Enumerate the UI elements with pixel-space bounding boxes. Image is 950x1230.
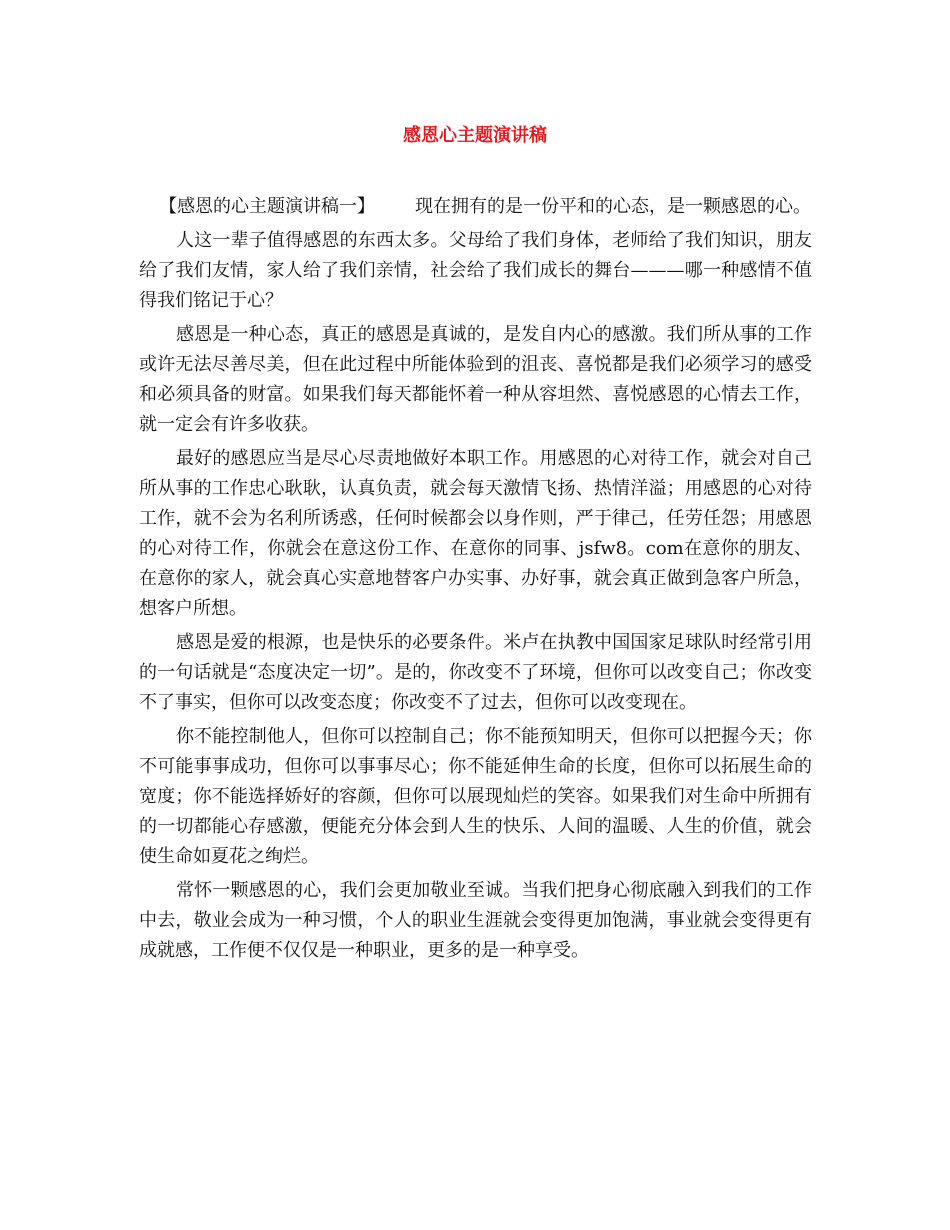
section-heading: 【感恩的心主题演讲稿一】 — [159, 196, 375, 217]
document-body — [139, 192, 812, 970]
paragraph-5: 感恩是爱的根源，也是快乐的必要条件。米卢在执教中国国家足球队时经常引用的一句话就是“态度决定一切”。是的，你改变不了环境，但你可以改变自己；你改变不了事实，但你可以改变态度；你改变不了过去，但你可以改变现在。 — [139, 632, 812, 713]
paragraph-1 — [139, 192, 812, 222]
paragraph-4: 最好的感恩应当是尽心尽责地做好本职工作。用感恩的心对待工作，就会对自己所从事的工作忠心耿耿，认真负责，就会每天激情飞扬、热情洋溢；用感恩的心对待工作，就不会为名利所诱惑，任何时候都会以身作则，严于律己，任劳任怨；用感恩的心对待工作，你就会在意这份工作、在意你的同事、jsfw8。com在意你的朋友、在意你的家人，就会真心实意地替客户办实事、办好事，就会真正做到急客户所急，想客户所想。 — [139, 448, 812, 619]
paragraph-6: 你不能控制他人，但你可以控制自己；你不能预知明天，但你可以把握今天；你不可能事事成功，但你可以事事尽心；你不能延伸生命的长度，但你可以拓展生命的宽度；你不能选择娇好的容颜，但你可以展现灿烂的笑容。如果我们对生命中所拥有的一切都能心存感激，便能充分体会到人生的快乐、人间的温暖、人生的价值，就会使生命如夏花之绚烂。 — [139, 726, 812, 867]
document-title: 感恩心主题演讲稿 — [403, 125, 547, 146]
paragraph-2: 人这一辈子值得感恩的东西太多。父母给了我们身体，老师给了我们知识，朋友给了我们友情，家人给了我们亲情，社会给了我们成长的舞台———哪一种感情不值得我们铭记于心？ — [139, 230, 812, 311]
paragraph-text: 现在拥有的是一份平和的心态，是一颗感恩的心。 — [415, 196, 811, 217]
paragraph-7: 常怀一颗感恩的心，我们会更加敬业至诚。当我们把身心彻底融入到我们的工作中去，敬业会成为一种习惯，个人的职业生涯就会变得更加饱满，事业就会变得更有成就感，工作便不仅仅是一种职业，更多的是一种享受。 — [139, 880, 812, 961]
paragraph-3: 感恩是一种心态，真正的感恩是真诚的，是发自内心的感激。我们所从事的工作或许无法尽善尽美，但在此过程中所能体验到的沮丧、喜悦都是我们必须学习的感受和必须具备的财富。如果我们每天都能怀着一种从容坦然、喜悦感恩的心情去工作，就一定会有许多收获。 — [139, 324, 812, 435]
